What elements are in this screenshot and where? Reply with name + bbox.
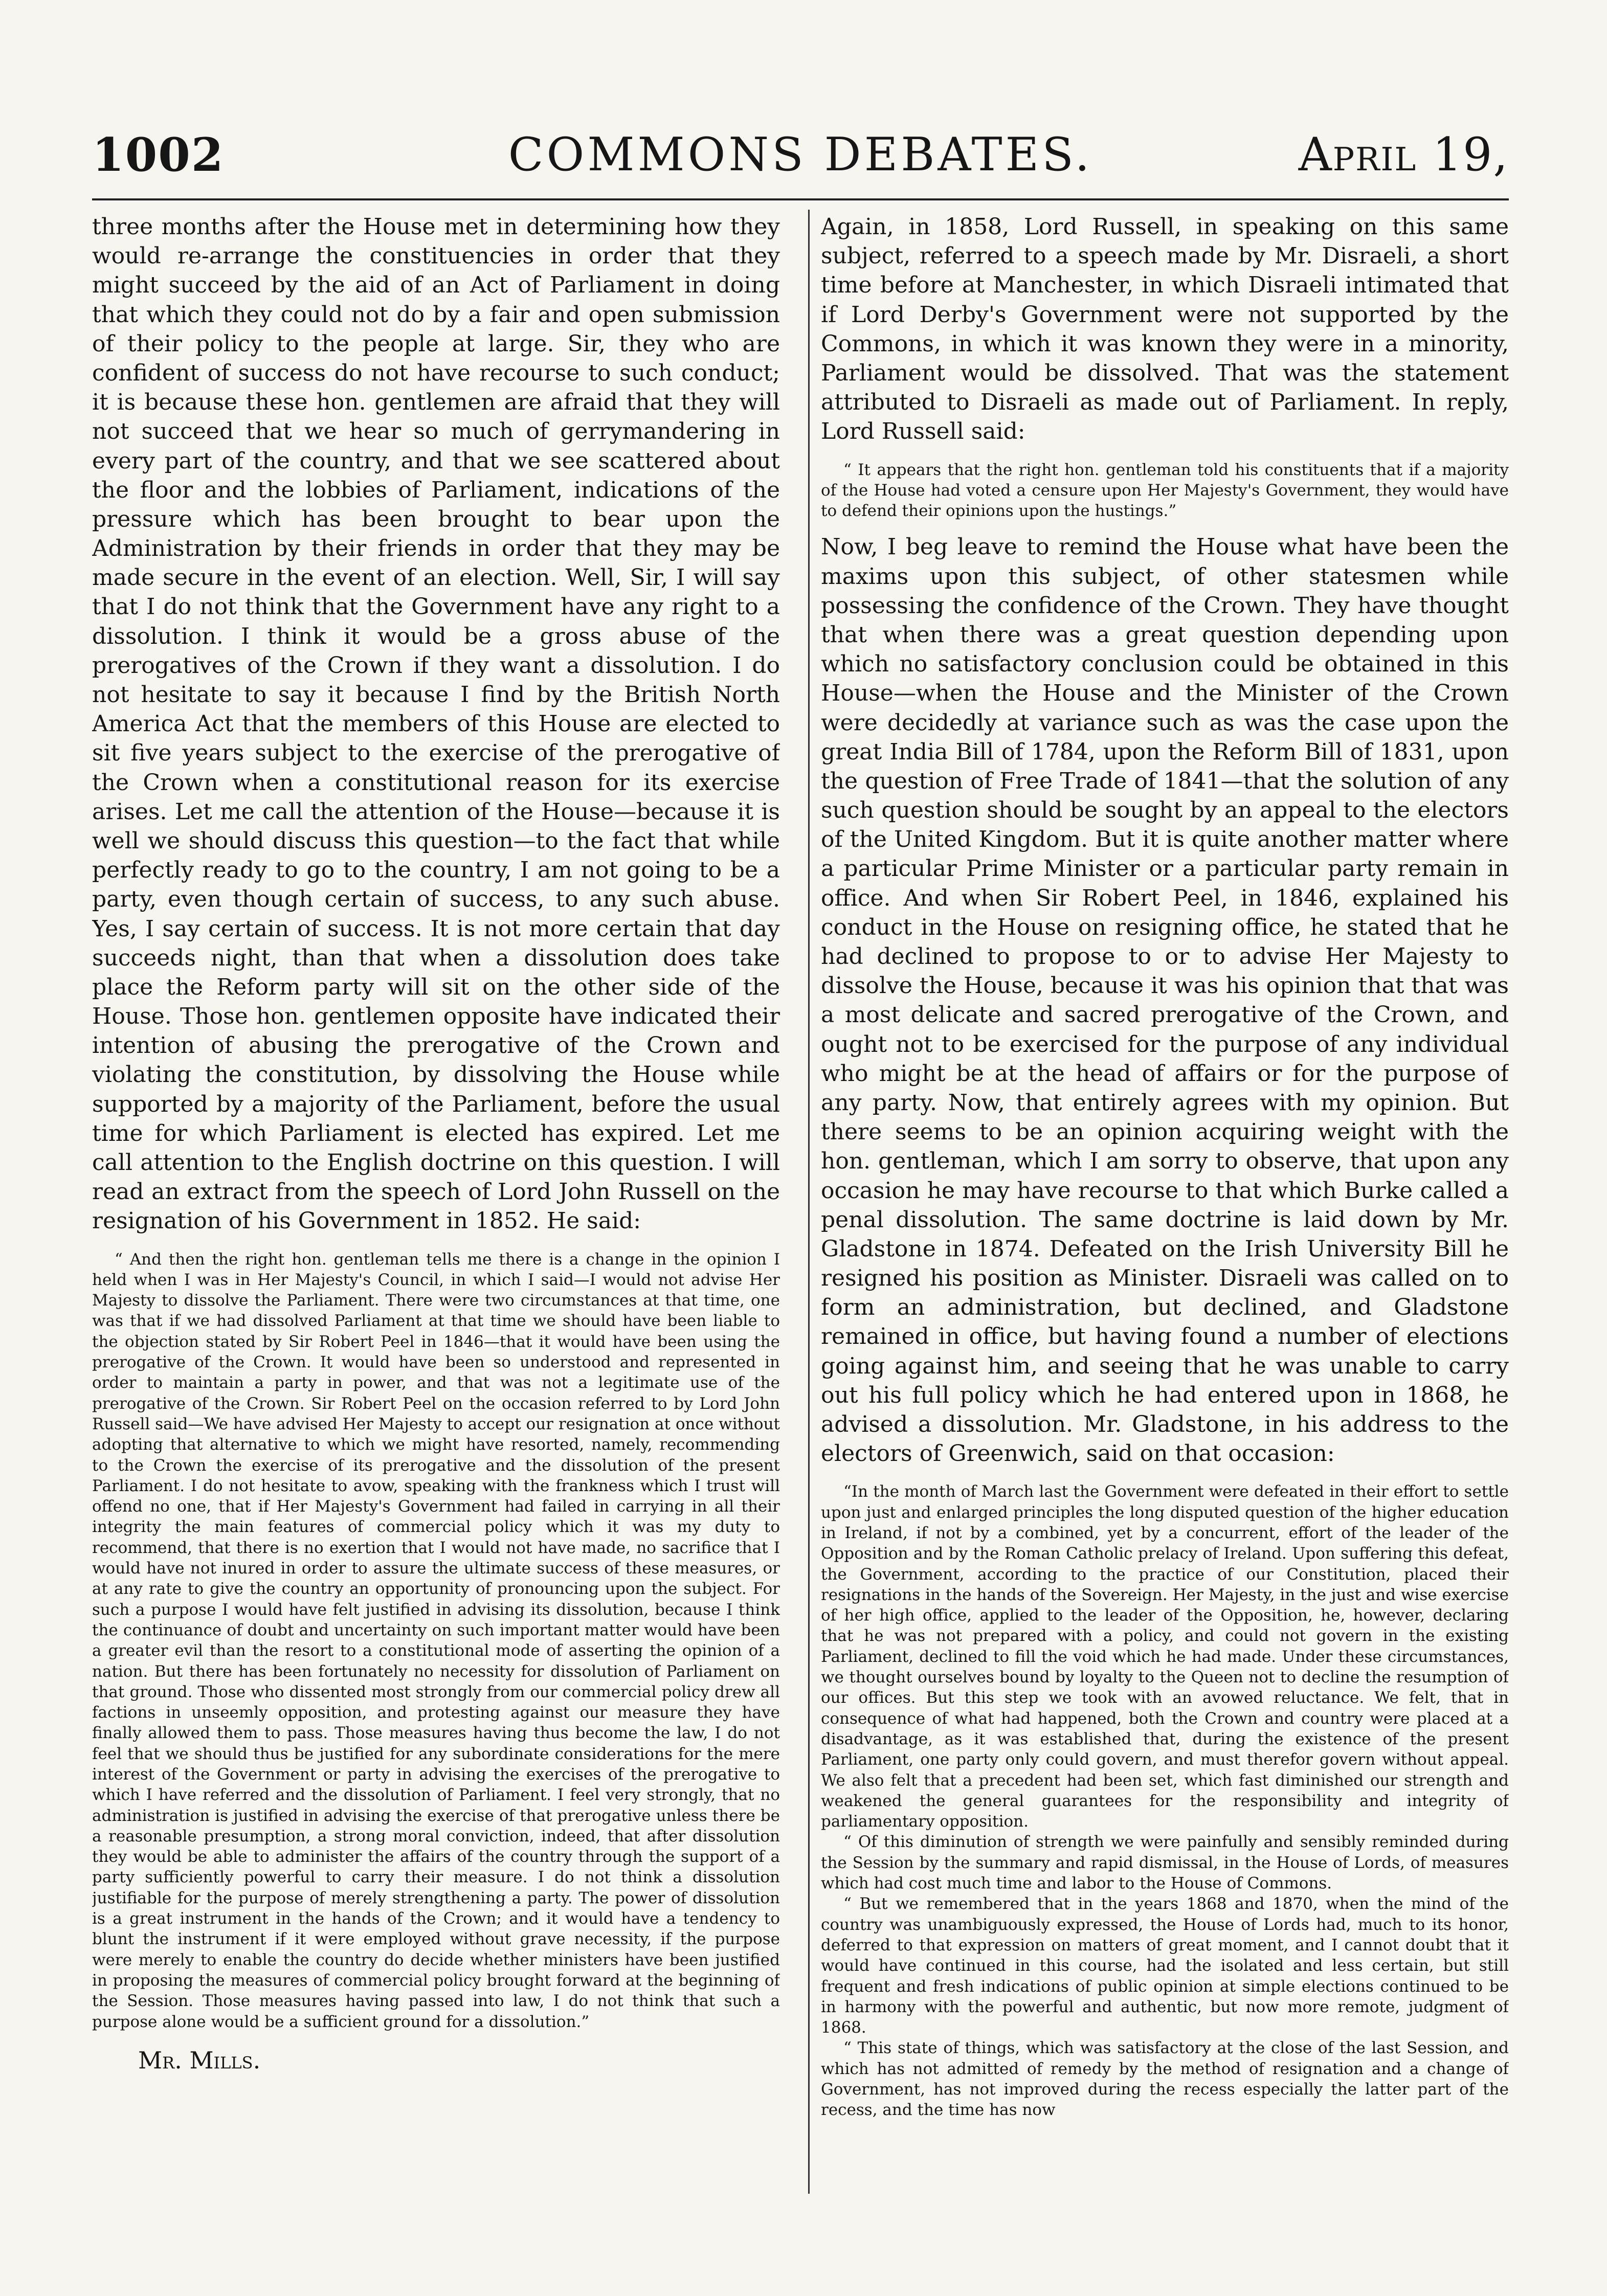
gladstone-quote-3: “ But we remembered that in the years 1868 and 1870, when the mind of the country was unambiguously expressed, the House of Lords had, much to its honor, deferred to that expression on matters of great moment, and I cannot doubt that it would have continued in this course, had the isolated and less certain, but still frequent and fresh indications of public opinion at simple elections continued to be in harmony with the powerful and authentic, but now more remote, judgment of 1868. — [821, 1895, 1509, 2037]
right-column — [821, 212, 1509, 2194]
left-paragraph-1: three months after the House met in determining how they would re-arrange the constituencies in order that they might succeed by the aid of an Act of Parliament in doing that which they could not do by a fair and open submission of their policy to the people at large. Sir, they who are confident of success do not have recourse to such conduct; it is because these hon. gentlemen are afraid that they will not succeed that we hear so much of gerrymandering in every part of the country, and that we see scattered about the floor and the lobbies of Parliament, indications of the pressure which has been brought to bear upon the Administration by their friends in order that they may be made secure in the event of an election. Well, Sir, I will say that I do not think that the Government have any right to a dissolution. I think it would be a gross abuse of the prerogatives of the Crown if they want a dissolution. I do not hesitate to say it because I find by the British North America Act that the members of this House are elected to sit five years subject to the exercise of the prerogative of the Crown when a constitutional reason for its exercise arises. Let me call the attention of the House—because it is well we should discuss this question—to the fact that while perfectly ready to go to the country, I am not going to be a party, even though certain of success, to any such abuse. Yes, I say certain of success. It is not more certain that day succeeds night, than that when a dissolution does take place the Reform party will sit on the other side of the House. Those hon. gentlemen opposite have indicated their intention of abusing the prerogative of the Crown and violating the constitution, by dissolving the House while supported by a majority of the Parliament, before the usual time for which Parliament is elected has expired. Let me call attention to the English doctrine on this question. I will read an extract from the speech of Lord John Russell on the resignation of his Government in 1852. He said: — [92, 214, 780, 1234]
right-paragraph-1: Again, in 1858, Lord Russell, in speaking on this same subject, referred to a speech made by Mr. Disraeli, a short time before at Manchester, in which Disraeli intimated that if Lord Derby's Government were not supported by the Commons, in which it was known they were in a minority, Parliament would be dissolved. That was the statement attributed to Disraeli as made out of Parliament. In reply, Lord Russell said: — [821, 214, 1509, 445]
speaker-signature: Mr. Mills. — [138, 2046, 261, 2074]
russell-reply-quote: “ It appears that the right hon. gentleman told his constituents that if a majority of the House had voted a censure upon Her Majesty's Government, they would have to defend their opinions upon the hustings.” — [821, 460, 1509, 521]
gladstone-quote-1: “In the month of March last the Government were defeated in their effort to settle upon just and enlarged principles the long disputed question of the higher education in Ireland, if not by a combined, yet by a concurrent, effort of the leader of the Opposition and by the Roman Catholic prelacy of Ireland. Upon suffering this defeat, the Government, according to the practice of our Constitution, placed their resignations in the hands of the Sovereign. Her Majesty, in the just and wise exercise of her high office, applied to the leader of the Opposition, he, however, declaring that he was not prepared with a policy, and could not govern in the existing Parliament, declined to fill the void which he had made. Under these circumstances, we thought ourselves bound by loyalty to the Queen not to decline the resumption of our offices. But this step we took with an avowed reluctance. We felt, that in consequence of what had happened, both the Crown and country were placed at a disadvantage, as it was established that, during the existence of the present Parliament, one party only could govern, and must therefor govern without appeal. We also felt that a precedent had been set, which fast diminished our strength and weakened the general guarantees for the responsibility and integrity of parliamentary opposition. — [821, 1482, 1509, 1831]
page-date: April 19, — [1298, 128, 1509, 182]
russell-quote: “ And then the right hon. gentleman tells me there is a change in the opinion I held when I was in Her Majesty's Council, in which I said—I would not advise Her Majesty to dissolve the Parliament. There were two circumstances at that time, one was that if we had dissolved Parliament at that time we should have been liable to the objection stated by Sir Robert Peel in 1846—that it would have been using the prerogative of the Crown. It would have been so understood and represented in order to maintain a party in power, and that was not a legitimate use of the prerogative of the Crown. Sir Robert Peel on the occasion referred to by Lord John Russell said—We have advised Her Majesty to accept our resignation at once without adopting that alternative to which we might have resorted, namely, recommending to the Crown the exercise of its prerogative and the dissolution of the present Parliament. I do not hesitate to avow, speaking with the frankness which I trust will offend no one, that if Her Majesty's Government had failed in carrying in all their integrity the main features of commercial policy which it was my duty to recommend, that there is no exertion that I would not have made, no sacrifice that I would have not inured in order to assure the ultimate success of these measures, or at any rate to give the country an opportunity of pronouncing upon the subject. For such a purpose I would have felt justified in advising its dissolution, because I think the continuance of doubt and uncertainty on such important matter would have been a greater evil than the resort to a constitutional mode of asserting the opinion of a nation. But there has been fortunately no necessity for dissolution of Parliament on that ground. Those who dissented most strongly from our commercial policy drew all factions in unseemly opposition, and protesting against our measure they have finally allowed them to pass. Those measures having thus become the law, I do not feel that we should thus be justified for any subordinate considerations for the mere interest of the Government or party in advising the exercises of the prerogative to which I have referred and the dissolution of Parliament. I feel very strongly, that no administration is justified in advising the exercise of that prerogative unless there be a reasonable presumption, a strong moral conviction, indeed, that after dissolution they would be able to administer the affairs of the country through the support of a party sufficiently powerful to carry their measure. I do not think a dissolution justifiable for the purpose of merely strengthening a party. The power of dissolution is a great instrument in the hands of the Crown; and it would have a tendency to blunt the instrument if it were employed without grave necessity, if the purpose were merely to enable the country do decide whether ministers have been justified in proposing the measures of commercial policy brought forward at the beginning of the Session. Those measures having passed into law, I do not think that such a purpose alone would be a sufficient ground for a dissolution.” — [92, 1250, 780, 2031]
gladstone-quote-4: “ This state of things, which was satisfactory at the close of the last Session, and which has not admitted of remedy by the method of resignation and a change of Government, has not improved during the recess especially the latter part of the recess, and the time has now — [821, 2039, 1509, 2120]
header-rule — [92, 198, 1509, 200]
right-quote-block-2 — [821, 1481, 1509, 2120]
left-column — [92, 212, 780, 2194]
right-quote-block-1 — [821, 460, 1509, 522]
running-title: COMMONS DEBATES. — [508, 128, 1093, 182]
page-number: 1002 — [92, 128, 225, 182]
gladstone-quote-2: “ Of this diminution of strength we were painfully and sensibly reminded during the Session by the summary and rapid dismissal, in the House of Lords, of measures which had cost much time and labor to the House of Commons. — [821, 1833, 1509, 1893]
column-divider — [808, 210, 810, 2194]
right-paragraph-2: Now, I beg leave to remind the House what have been the maxims upon this subject, of other statesmen while possessing the confidence of the Crown. They have thought that when there was a great question depending upon which no satisfactory conclusion could be obtained in this House—when the House and the Minister of the Crown were decidedly at variance such as was the case upon the great India Bill of 1784, upon the Reform Bill of 1831, upon the question of Free Trade of 1841—that the solution of any such question should be sought by an appeal to the electors of the United Kingdom. But it is quite another matter where a particular Prime Minister or a particular party remain in office. And when Sir Robert Peel, in 1846, explained his conduct in the House on resigning office, he stated that he had declined to propose to or to advise Her Majesty to dissolve the House, because it was his opinion that that was a most delicate and sacred prerogative of the Crown, and ought not to be exercised for the purpose of any individual who might be at the head of affairs or for the purpose of any party. Now, that entirely agrees with my opinion. But there seems to be an opinion acquiring weight with the hon. gentleman, which I am sorry to observe, that upon any occasion he may have recourse to that which Burke called a penal dissolution. The same doctrine is laid down by Mr. Gladstone in 1874. Defeated on the Irish University Bill he resigned his position as Minister. Disraeli was called on to form an administration, but declined, and Gladstone remained in office, but having found a number of elections going against him, and seeing that he was unable to carry out his full policy which he had entered upon in 1868, he advised a dissolution. Mr. Gladstone, in his address to the electors of Greenwich, said on that occasion: — [821, 534, 1509, 1467]
page-header — [92, 128, 1509, 205]
left-quote-block — [92, 1249, 780, 2032]
